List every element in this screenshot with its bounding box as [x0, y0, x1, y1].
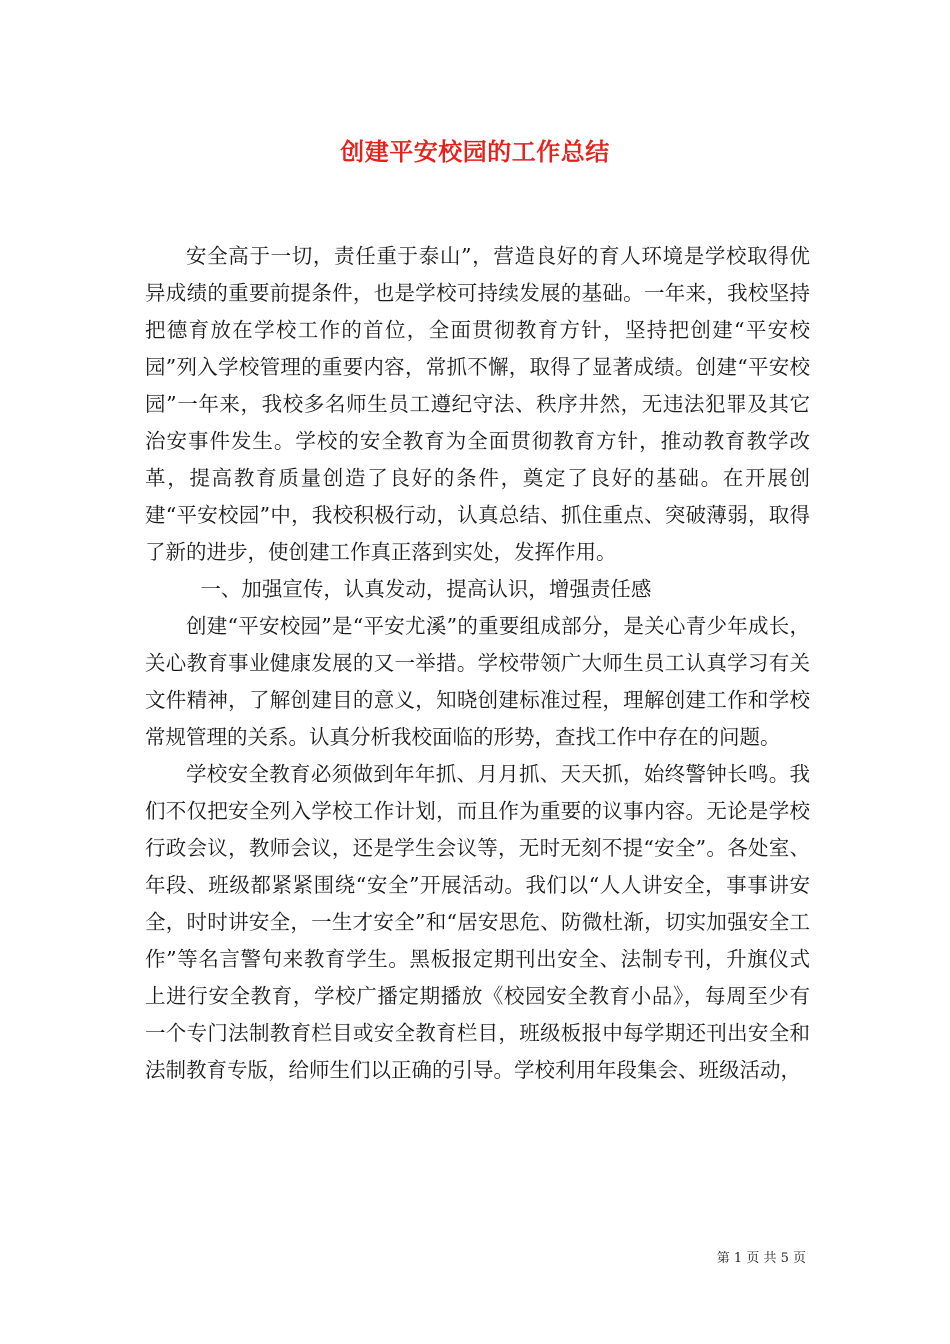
page-number: 第 1 页 共 5 页: [716, 1251, 806, 1266]
document-title: 创建平安校园的工作总结: [340, 137, 610, 166]
paragraph-safety-education: 学校安全教育必须做到年年抓、月月抓、天天抓，始终警钟长鸣。我们不仅把安全列入学校工作计划，而且作为重要的议事内容。无论是学校行政会议，教师会议，还是学生会议等，无时无刻不提“安全”。各处室、年段、班级都紧紧围绕“安全”开展活动。我们以“人人讲安全，事事讲安全，时时讲安全，一生才安全”和“居安思危、防微杜渐，切实加强安全工作”等名言警句来教育学生。黑板报定期刊出安全、法制专刊，升旗仪式上进行安全教育，学校广播定期播放《校园安全教育小品》，每周至少有一个专门法制教育栏目或安全教育栏目，班级板报中每学期还刊出安全和法制教育专版，给师生们以正确的引导。学校利用年段集会、班级活动，: [145, 762, 810, 1082]
paragraph-intro: 安全高于一切，责任重于泰山”，营造良好的育人环境是学校取得优异成绩的重要前提条件，也是学校可持续发展的基础。一年来，我校坚持把德育放在学校工作的首位，全面贯彻教育方针，坚持把创建“平安校园”列入学校管理的重要内容，常抓不懈，取得了显著成绩。创建“平安校园”一年来，我校多名师生员工遵纪守法、秩序井然，无违法犯罪及其它治安事件发生。学校的安全教育为全面贯彻教育方针，推动教育教学改革，提高教育质量创造了良好的条件，奠定了良好的基础。在开展创建“平安校园”中，我校积极行动，认真总结、抓住重点、突破薄弱，取得了新的进步，使创建工作真正落到实处，发挥作用。: [145, 244, 810, 564]
paragraph-section-1: 创建“平安校园”是“平安尤溪”的重要组成部分，是关心青少年成长，关心教育事业健康发展的又一举措。学校带领广大师生员工认真学习有关文件精神，了解创建目的意义，知晓创建标准过程，理解创建工作和学校常规管理的关系。认真分析我校面临的形势，查找工作中存在的问题。: [145, 614, 810, 749]
document-body: [145, 238, 810, 1089]
section-heading-1: 一、加强宣传，认真发动，提高认识，增强责任感: [200, 577, 652, 601]
